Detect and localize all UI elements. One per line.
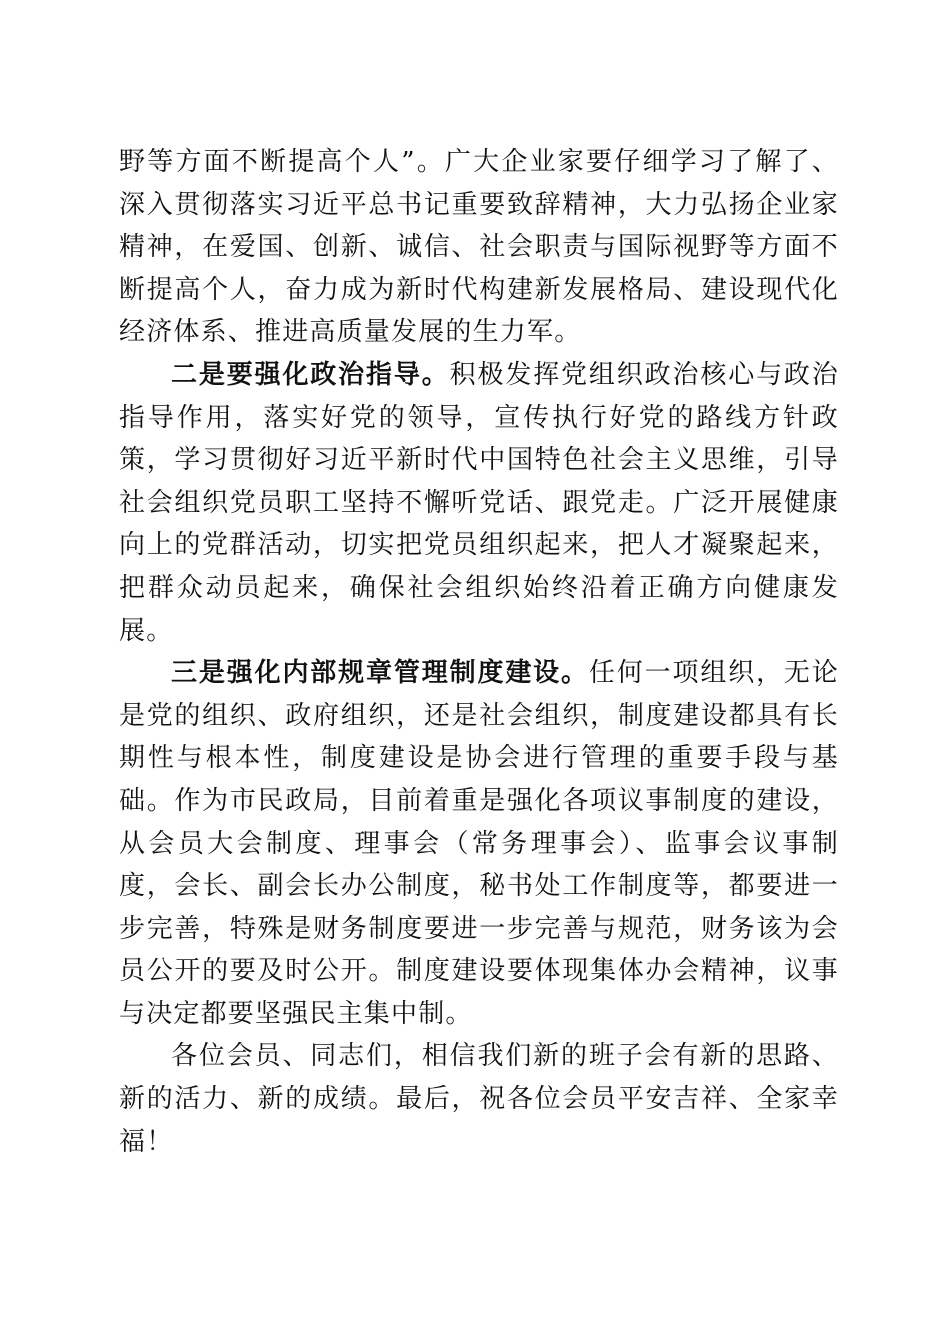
paragraph-political-guidance	[119, 354, 839, 652]
paragraph-heading: 三是强化内部规章管理制度建设。	[171, 658, 589, 689]
paragraph-text: 各位会员、同志们，相信我们新的班子会有新的思路、新的活力、新的成绩。最后，祝各位会员平安吉祥、全家幸福！	[119, 1041, 839, 1157]
paragraph-continuation	[119, 141, 839, 354]
document-body	[119, 141, 839, 1163]
paragraph-heading: 二是要强化政治指导。	[171, 359, 450, 390]
paragraph-closing	[119, 1035, 839, 1163]
paragraph-internal-rules	[119, 652, 839, 1035]
paragraph-text: 野等方面不断提高个人”。广大企业家要仔细学习了解了、深入贯彻落实习近平总书记重要致辞精神，大力弘扬企业家精神，在爱国、创新、诚信、社会职责与国际视野等方面不断提高个人，奋力成为新时代构建新发展格局、建设现代化经济体系、推进高质量发展的生力军。	[119, 147, 839, 348]
paragraph-text: 积极发挥党组织政治核心与政治指导作用，落实好党的领导，宣传执行好党的路线方针政策，学习贯彻好习近平新时代中国特色社会主义思维，引导社会组织党员职工坚持不懈听党话、跟党走。广泛开展健康向上的党群活动，切实把党员组织起来，把人才凝聚起来，把群众动员起来，确保社会组织始终沿着正确方向健康发展。	[119, 359, 839, 646]
paragraph-text: 任何一项组织，无论是党的组织、政府组织，还是社会组织，制度建设都具有长期性与根本性，制度建设是协会进行管理的重要手段与基础。作为市民政局，目前着重是强化各项议事制度的建设，从会员大会制度、理事会（常务理事会）、监事会议事制度，会长、副会长办公制度，秘书处工作制度等，都要进一步完善，特殊是财务制度要进一步完善与规范，财务该为会员公开的要及时公开。制度建设要体现集体办会精神，议事与决定都要坚强民主集中制。	[119, 658, 839, 1029]
